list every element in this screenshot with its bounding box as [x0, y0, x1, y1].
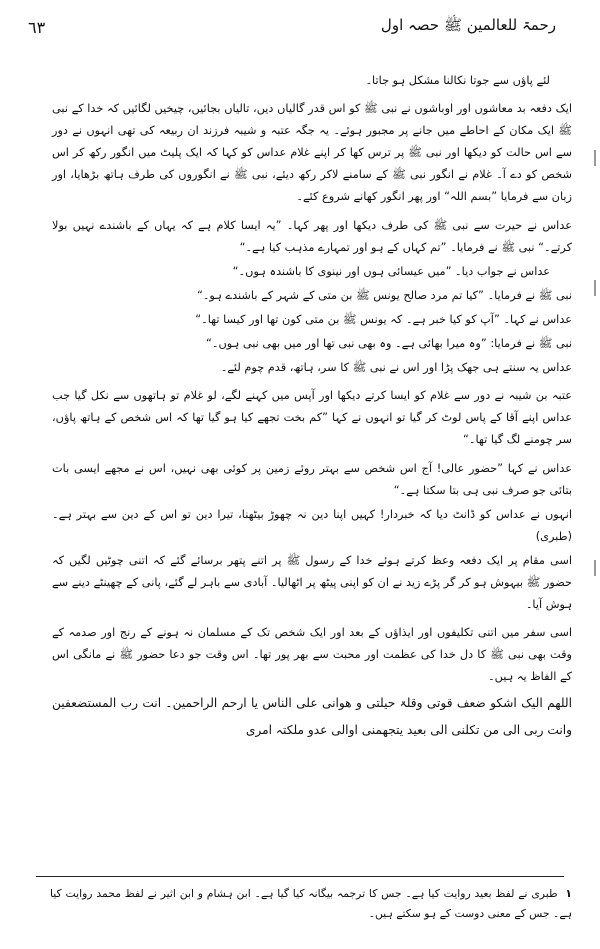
page-header	[0, 12, 600, 46]
paragraph: نبی ﷺ نے فرمایا۔ ”کیا تم مرد صالح یونس ﷺ بن متی کے شہر کے باشندے ہو۔“	[196, 288, 572, 302]
paragraph: عداس نے کہا۔ ”آپ کو کیا خبر ہے۔ کہ یونس ﷺ بن متی کون تھا اور کیسا تھا۔“	[195, 312, 572, 326]
margin-mark	[594, 150, 596, 166]
page-number: ٦٣	[28, 18, 46, 37]
footnote-divider	[36, 876, 564, 877]
footnote-marker: ١	[565, 887, 573, 900]
paragraph: عداس نے جواب دیا۔ ”میں عیسائی ہوں اور نینوی کا باشندہ ہوں۔“	[232, 264, 550, 278]
paragraph: نبی ﷺ نے فرمایا: ”وہ میرا بھائی ہے۔ وہ بھی نبی تھا اور میں بھی نبی ہوں۔“	[206, 337, 572, 351]
margin-mark	[594, 560, 596, 576]
margin-mark	[594, 280, 596, 296]
paragraph: عداس نے حیرت سے نبی ﷺ کی طرف دیکھا اور پھر کہا۔ ”یہ ایسا کلام ہے کہ یہاں کے باشندے نہیں بولا کرتے۔“ نبی ﷺ نے فرمایا۔ ”تم کہاں کے ہو اور تمہارے مذہب کیا ہے۔“	[52, 218, 572, 254]
paragraph: اسی سفر میں اتنی تکلیفوں اور ایذاؤں کے بعد اور ایک شخص تک کے مسلمان نہ ہونے کے رنج اور صدمہ کے وقت بھی نبی ﷺ کا دل خدا کی عظمت اور محبت سے بھر پور تھا۔ اس وقت جو دعا حضور ﷺ نے مانگی اس کے الفاظ یہ ہیں۔	[52, 626, 572, 684]
footnote	[50, 884, 572, 924]
paragraph: اسی مقام پر ایک دفعہ وعظ کرتے ہوئے خدا کے رسول ﷺ پر اتنے پتھر برسائے گئے کہ اتنی چوٹیں لگیں کہ حضور ﷺ بیہوش ہو کر گر پڑے زید نے ان کو اپنی پیٹھ پر اٹھالیا۔ آبادی سے باہر لے گئے، پانی کے چھینٹے دینے سے ہوش آیا۔	[52, 553, 572, 612]
body-text	[52, 70, 572, 746]
arabic-prayer: اللھم الیک اشکو ضعف قوتی وقلۃ حیلتی و ھوانی علی الناس یا ارحم الراحمین۔ انت رب المستضعفین وانت ربی الی من تکلنی الی بعید یتجھمنی اوالی عدو ملکتہ امری	[52, 696, 572, 738]
footnote-text: طبری نے لفظ بعید روایت کیا ہے۔ جس کا ترجمہ بیگانہ کیا گیا ہے۔ ابن ہشام و ابن اثیر نے لفظ محمد روایت کیا ہے۔ جس کے معنی دوست کے ہو سکتے ہیں۔	[50, 887, 572, 920]
paragraph: ایک دفعہ بد معاشوں اور اوباشوں نے نبی ﷺ کو اس قدر گالیاں دیں، تالیاں بجائیں، چیخیں لگائیں کہ خدا کے نبی ﷺ ایک مکان کے احاطے میں جانے پر مجبور ہوئے۔ یہ جگہ عتبہ و شیبہ فرزند ان ربیعہ کی تھی انہوں نے دور سے اس حالت کو دیکھا اور نبی ﷺ پر ترس کھا کر اپنے غلام عداس کو کہا کہ ایک پلیٹ میں انگور رکھ کر اس شخص کو دے آ۔ غلام نے انگور نبی ﷺ کے سامنے لاکر رکھ دیئے، نبی ﷺ نے انگوروں کی طرف ہاتھ بڑھایا، اور زبان سے فرمایا ”بسم اللہ“ اور پھر انگور کھانے شروع کئے۔	[52, 102, 572, 204]
paragraph: عداس یہ سنتے ہی جھک پڑا اور اس نے نبی ﷺ کا سر، ہاتھ، قدم چوم لئے۔	[220, 361, 572, 375]
paragraph: عتبہ بن شیبہ نے دور سے غلام کو ایسا کرتے دیکھا اور آپس میں کہنے لگے، لو غلام تو ہاتھوں سے نکل گیا جب عداس اپنے آقا کے پاس لوٹ کر گیا تو انہوں نے کہا ”کم بخت تجھے کیا ہو گیا تھا کہ اس شخص کے ہاتھ پاؤں، سر چومنے لگ گیا تھا۔“	[52, 389, 572, 447]
book-title: رحمۃ للعالمین ﷺ حصہ اول	[380, 16, 556, 34]
paragraph: لئے پاؤں سے جوتا نکالنا مشکل ہو جاتا۔	[365, 74, 550, 87]
paragraph: انہوں نے عداس کو ڈانٹ دیا کہ خبردار! کہیں اپنا دین نہ چھوڑ بیٹھنا، تیرا دین تو اس کے دین سے بہتر ہے۔ (طبری)	[52, 507, 572, 543]
paragraph: عداس نے کہا ”حضور عالی! آج اس شخص سے بہتر روئے زمین پر کوئی بھی نہیں، اس نے مجھے ایسی بات بتائی جو صرف نبی ہی بتا سکتا ہے۔“	[52, 461, 572, 497]
